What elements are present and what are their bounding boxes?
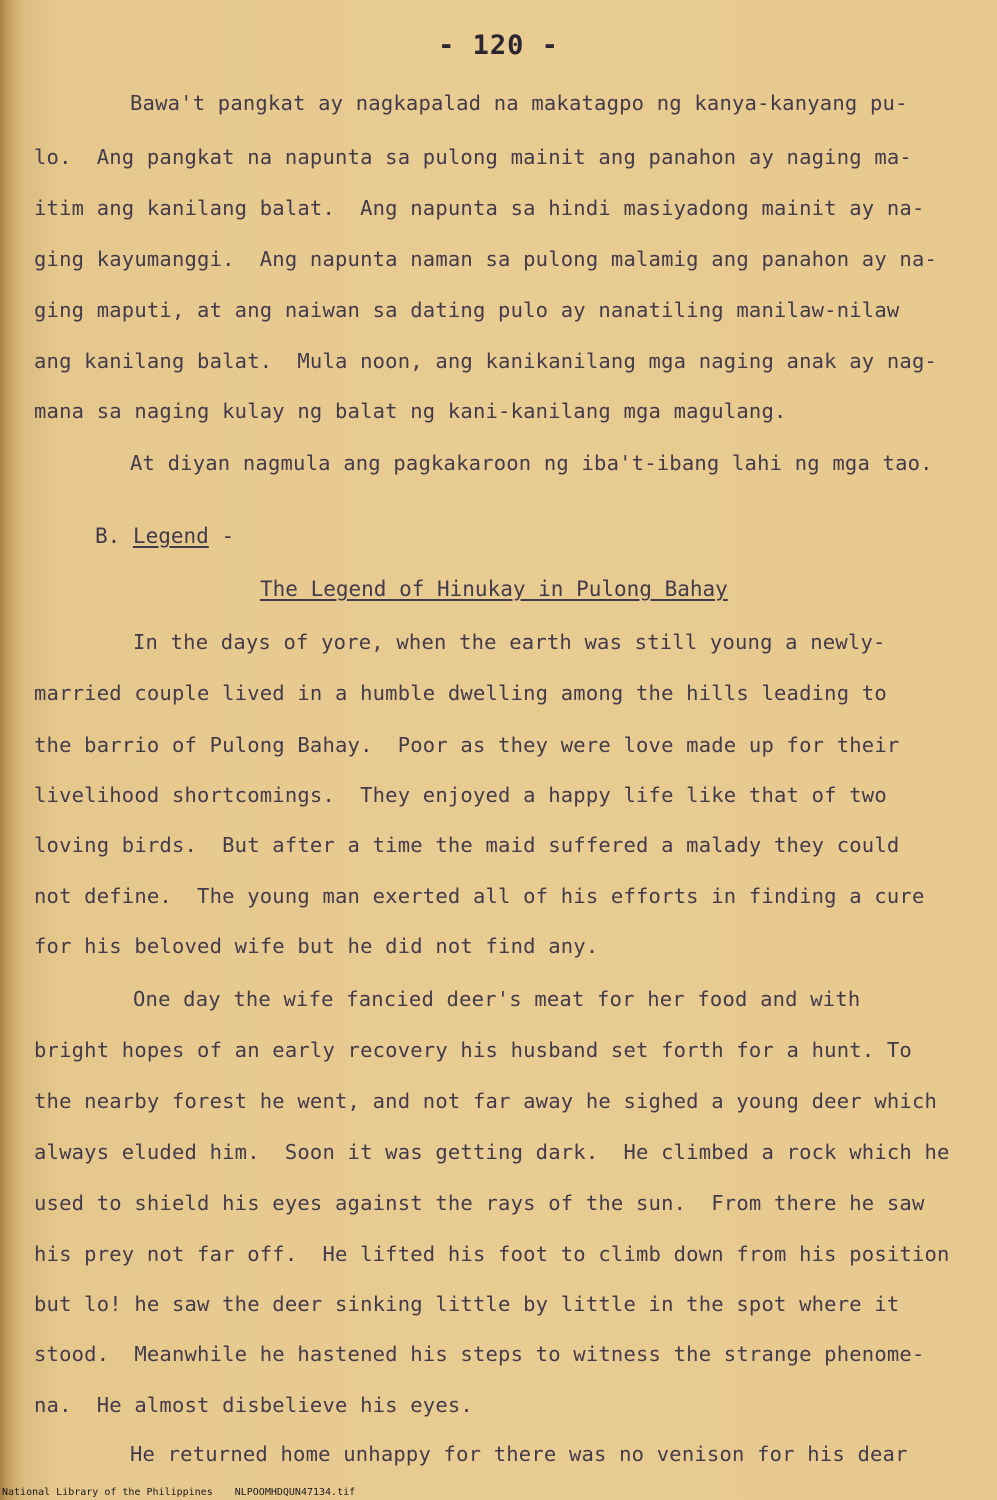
story-line: loving birds. But after a time the maid suffered a malady they could: [34, 833, 900, 857]
tagalog-line: ging maputi, at ang naiwan sa dating pulo ay nanatiling manilaw-nilaw: [34, 298, 900, 322]
story-line: his prey not far off. He lifted his foot to climb down from his position: [34, 1242, 950, 1266]
tagalog-line: Bawa't pangkat ay nagkapalad na makatagpo ng kanya-kanyang pu-: [130, 91, 908, 115]
section-suffix: -: [208, 524, 235, 548]
story-line: but lo! he saw the deer sinking little by little in the spot where it: [34, 1292, 900, 1316]
tagalog-line: ging kayumanggi. Ang napunta naman sa pulong malamig ang panahon ay na-: [34, 247, 938, 271]
section-prefix: B.: [95, 524, 133, 548]
story-line: used to shield his eyes against the rays of the sun. From there he saw: [34, 1191, 925, 1215]
footer-file: NLPOOMHDQUN47134.tif: [234, 1487, 356, 1498]
story-line: for his beloved wife but he did not find any.: [34, 934, 599, 958]
section-heading: [95, 524, 234, 548]
story-line: not define. The young man exerted all of his efforts in finding a cure: [34, 884, 925, 908]
scan-footer: [2, 1487, 377, 1498]
story-title: The Legend of Hinukay in Pulong Bahay: [260, 577, 728, 601]
tagalog-line: lo. Ang pangkat na napunta sa pulong mainit ang panahon ay naging ma-: [34, 145, 912, 169]
story-line: the barrio of Pulong Bahay. Poor as they were love made up for their: [34, 733, 900, 757]
story-line: In the days of yore, when the earth was still young a newly-: [133, 630, 886, 654]
story-line: bright hopes of an early recovery his husband set forth for a hunt. To: [34, 1038, 912, 1062]
story-line: the nearby forest he went, and not far away he sighed a young deer which: [34, 1089, 938, 1113]
tagalog-line: At diyan nagmula ang pagkakaroon ng iba't-ibang lahi ng mga tao.: [130, 451, 933, 475]
footer-library: National Library of the Philippines: [2, 1487, 213, 1498]
story-line: livelihood shortcomings. They enjoyed a happy life like that of two: [34, 783, 887, 807]
page-number: - 120 -: [438, 30, 559, 61]
tagalog-line: mana sa naging kulay ng balat ng kani-kanilang mga magulang.: [34, 399, 787, 423]
section-label: Legend: [132, 524, 209, 548]
story-line: na. He almost disbelieve his eyes.: [34, 1393, 473, 1417]
story-line: He returned home unhappy for there was no venison for his dear: [130, 1442, 908, 1466]
story-line: One day the wife fancied deer's meat for her food and with: [133, 987, 861, 1011]
story-line: always eluded him. Soon it was getting dark. He climbed a rock which he: [34, 1140, 950, 1164]
tagalog-line: itim ang kanilang balat. Ang napunta sa hindi masiyadong mainit ay na-: [34, 196, 925, 220]
story-line: married couple lived in a humble dwelling among the hills leading to: [34, 681, 887, 705]
tagalog-line: ang kanilang balat. Mula noon, ang kanikanilang mga naging anak ay nag-: [34, 349, 938, 373]
story-line: stood. Meanwhile he hastened his steps to witness the strange phenome-: [34, 1342, 925, 1366]
